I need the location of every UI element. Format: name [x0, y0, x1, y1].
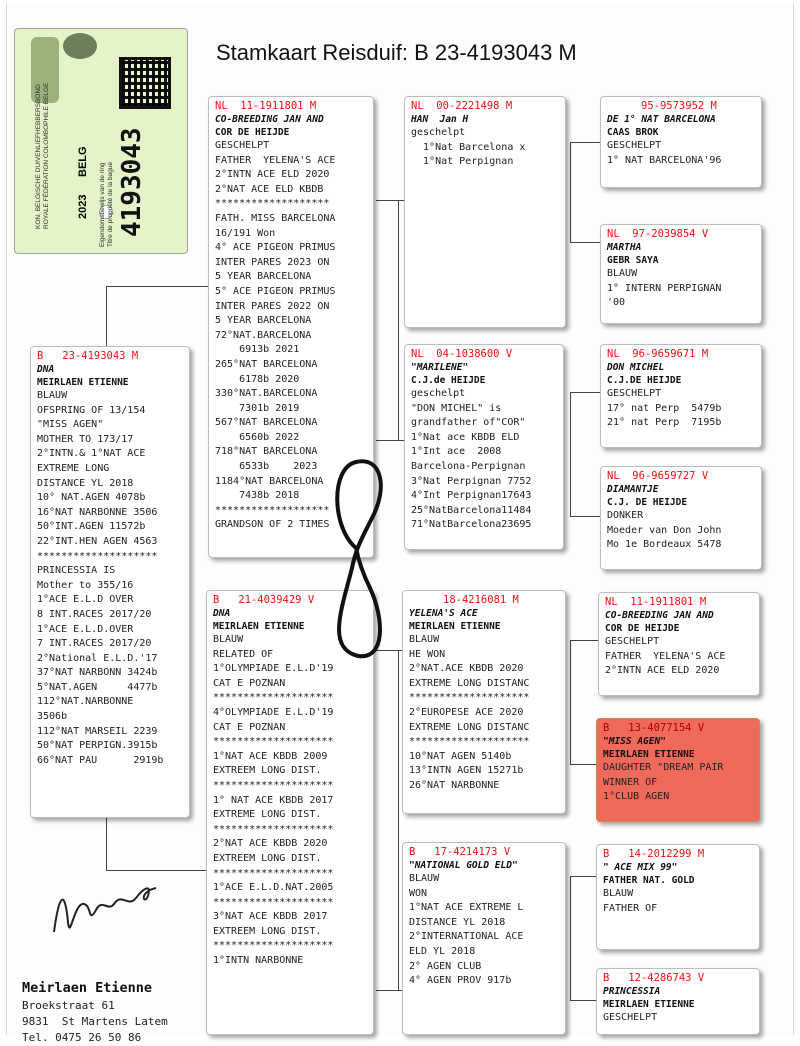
- card-detail-line: 2°National E.L.D.'17: [37, 652, 158, 664]
- card-detail-line: ********************: [409, 692, 530, 704]
- card-detail-line: ELD YL 2018: [409, 945, 476, 957]
- connector-line: [106, 286, 107, 346]
- card-detail-line: INTER PARES 2022 ON: [215, 300, 330, 312]
- connector-line: [570, 516, 602, 517]
- card-detail-line: 4° AGEN PROV 917b: [409, 975, 512, 987]
- card-detail-line: ********************: [409, 736, 530, 748]
- card-pigeon-name: MARTHA: [607, 242, 642, 253]
- card-detail-line: WON: [409, 887, 428, 899]
- pigeon-card-mother-mother: [402, 842, 566, 1035]
- card-detail-line: 71°NatBarcelona23695: [411, 519, 532, 531]
- owner-city: 9831 St Martens Latem: [22, 1015, 168, 1028]
- card-detail-line: 1° NAT ACE KBDB 2017: [213, 794, 334, 806]
- connector-line: [376, 440, 404, 441]
- pigeon-card-fff: [600, 96, 762, 188]
- card-detail-line: 26°NAT NARBONNE: [409, 779, 500, 791]
- card-detail-line: 1°NAT ACE EXTREME L: [409, 902, 524, 914]
- card-detail-line: ********************: [213, 779, 334, 791]
- card-detail-line: 13°INTN AGEN 15271b: [409, 765, 524, 777]
- card-detail-line: 1°OLYMPIADE E.L.D'19: [213, 663, 334, 675]
- card-detail-line: EXTREME LONG DISTANC: [409, 677, 530, 689]
- card-detail-line: 2°INTN.& 1°NAT ACE: [37, 448, 146, 460]
- connector-line: [106, 286, 210, 287]
- card-pigeon-name: DE 1° NAT BARCELONA: [607, 114, 716, 125]
- card-detail-line: ********************: [213, 823, 334, 835]
- card-ring-number: B 23-4193043 M: [37, 350, 139, 362]
- card-detail-line: 37°NAT NARBONN 3424b: [37, 667, 158, 679]
- card-details: [409, 872, 559, 989]
- card-ring-number: 18-4216081 M: [443, 594, 519, 606]
- card-pigeon-name: " ACE MIX 99": [603, 862, 678, 873]
- card-ring-number: NL 11-1911801 M: [215, 100, 317, 112]
- card-detail-line: 4°OLYMPIADE E.L.D'19: [213, 706, 334, 718]
- card-pigeon-name: "NATIONAL GOLD ELD": [409, 860, 518, 871]
- card-detail-line: 17° nat Perp 5479b: [607, 402, 722, 414]
- card-detail-line: BLAUW: [409, 634, 440, 645]
- card-detail-line: 112°NAT MARSEIL 2239: [37, 725, 158, 737]
- pigeon-card-mff: [598, 592, 760, 696]
- ring-card-country: BELG: [77, 146, 89, 177]
- card-detail-line: 2°INTERNATIONAL ACE: [409, 931, 524, 943]
- card-detail-line: geschelpt: [411, 388, 466, 399]
- card-detail-line: GESCHELPT: [215, 140, 270, 151]
- card-pigeon-name: DON MICHEL: [607, 362, 665, 373]
- card-detail-line: EXTREEM LONG DIST.: [213, 852, 322, 864]
- card-owner: CAAS BROK: [607, 127, 659, 138]
- card-owner: COR DE HEIJDE: [215, 127, 290, 138]
- ring-ownership-card: [14, 28, 188, 254]
- card-pigeon-name: PRINCESSIA: [603, 986, 661, 997]
- pigeon-card-father-father: [404, 96, 566, 328]
- card-details: [37, 389, 183, 768]
- card-detail-line: 6913b 2021: [215, 344, 300, 356]
- card-detail-line: EXTREME LONG DIST.: [213, 809, 322, 821]
- card-detail-line: CAT E POZNAN: [213, 677, 286, 689]
- signature-icon: [44, 862, 174, 952]
- card-detail-line: 1184°NAT BARCELONA: [215, 475, 324, 487]
- ring-card-line4: Titre de propriété de la bague: [107, 161, 114, 247]
- card-detail-line: WINNER OF: [603, 776, 658, 788]
- card-ring-number: NL 04-1038600 V: [411, 348, 513, 360]
- card-detail-line: FATH. MISS BARCELONA: [215, 212, 336, 224]
- card-detail-line: 4° ACE PIGEON PRIMUS: [215, 242, 336, 254]
- ring-card-line1: KON. BELGISCHE DUIVENLIEFHEBBERSBOND: [35, 84, 42, 229]
- pigeon-card-main: [30, 346, 190, 818]
- card-owner: COR DE HEIJDE: [605, 623, 680, 634]
- card-pigeon-name: YELENA'S ACE: [409, 608, 478, 619]
- card-detail-line: 1°Nat ace KBDB ELD: [411, 431, 520, 443]
- card-detail-line: EXTREME LONG DISTANC: [409, 721, 530, 733]
- card-detail-line: 567°NAT BARCELONA: [215, 417, 318, 429]
- card-details: [213, 633, 367, 969]
- card-detail-line: DISTANCE YL 2018: [409, 916, 506, 928]
- card-detail-line: EXTREEM LONG DIST.: [213, 925, 322, 937]
- card-details: [607, 387, 755, 431]
- card-detail-line: 72°NAT.BARCELONA: [215, 329, 312, 341]
- card-detail-line: Barcelona-Perpignan: [411, 460, 526, 472]
- connector-line: [376, 200, 404, 201]
- card-detail-line: FATHER OF: [603, 902, 658, 914]
- card-pigeon-name: CO-BREEDING JAN AND: [215, 114, 324, 125]
- card-detail-line: 16/191 Won: [215, 227, 276, 239]
- handwritten-eight-mark: [322, 448, 392, 668]
- card-detail-line: RELATED OF: [213, 648, 274, 660]
- card-detail-line: EXTREME LONG: [37, 462, 110, 474]
- connector-line: [570, 142, 571, 242]
- card-detail-line: 1°ACE E.L.D.NAT.2005: [213, 882, 334, 894]
- card-details: [603, 761, 753, 805]
- card-pigeon-name: HAN Jan H: [411, 114, 469, 125]
- pigeon-card-father-mother: [404, 344, 564, 550]
- card-owner: C.J.DE HEIJDE: [607, 375, 682, 386]
- card-detail-line: 5° ACE PIGEON PRIMUS: [215, 285, 336, 297]
- card-pigeon-name: "MISS AGEN": [603, 736, 666, 747]
- card-detail-line: Moeder van Don John: [607, 524, 722, 536]
- card-detail-line: 6533b 2023: [215, 461, 318, 473]
- card-detail-line: BLAUW: [607, 268, 638, 279]
- connector-line: [376, 990, 404, 991]
- connector-line: [570, 640, 571, 764]
- card-detail-line: '00: [607, 297, 626, 309]
- pigeon-card-mfm: [596, 718, 760, 822]
- card-ring-number: B 13-4077154 V: [603, 722, 705, 734]
- card-detail-line: OFSPRING OF 13/154: [37, 404, 146, 416]
- card-details: [603, 887, 753, 916]
- card-detail-line: 1° INTERN PERPIGNAN: [607, 282, 722, 294]
- ring-card-year: 2023: [77, 194, 89, 219]
- card-pigeon-name: "MARILENE": [411, 362, 469, 373]
- card-detail-line: 3506b: [37, 711, 68, 723]
- card-detail-line: 50°INT.AGEN 11572b: [37, 521, 146, 533]
- card-detail-line: FATHER YELENA'S ACE: [215, 154, 336, 166]
- card-detail-line: 5 YEAR BARCELONA: [215, 271, 312, 283]
- card-detail-line: 25°NatBarcelona11484: [411, 504, 532, 516]
- card-owner: MEIRLAEN ETIENNE: [409, 621, 501, 632]
- card-detail-line: ********************: [213, 867, 334, 879]
- card-ring-number: NL 96-9659671 M: [607, 348, 709, 360]
- card-detail-line: 3°Nat Perpignan 7752: [411, 475, 532, 487]
- card-detail-line: FATHER YELENA'S ACE: [605, 650, 726, 662]
- card-detail-line: DONKER: [607, 510, 644, 521]
- connector-line: [570, 142, 602, 143]
- card-owner: MEIRLAEN ETIENNE: [213, 621, 305, 632]
- card-detail-line: MOTHER TO 173/17: [37, 433, 134, 445]
- card-details: [607, 509, 755, 553]
- card-detail-line: grandfather of"COR": [411, 417, 526, 429]
- pigeon-card-ffm: [600, 224, 762, 324]
- card-owner: MEIRLAEN ETIENNE: [603, 999, 695, 1010]
- card-pigeon-name: DIAMANTJE: [607, 484, 659, 495]
- card-detail-line: 2°NAT ACE KBDB 2020: [213, 838, 328, 850]
- pigeon-card-mmm: [596, 968, 760, 1035]
- owner-block: [22, 980, 168, 1046]
- card-detail-line: 1°ACE E.L.D OVER: [37, 594, 134, 606]
- card-ring-number: NL 00-2221498 M: [411, 100, 513, 112]
- card-detail-line: ********************: [213, 692, 334, 704]
- card-owner: C.J.de HEIJDE: [411, 375, 486, 386]
- pigeon-card-mmf: [596, 844, 760, 950]
- card-detail-line: PRINCESSIA IS: [37, 565, 116, 577]
- card-detail-line: 5°NAT.AGEN 4477b: [37, 681, 158, 693]
- card-detail-line: 2° AGEN CLUB: [409, 960, 482, 972]
- card-detail-line: 7301b 2019: [215, 402, 300, 414]
- card-owner: FATHER NAT. GOLD: [603, 875, 695, 886]
- card-detail-line: *******************: [215, 504, 330, 516]
- card-detail-line: 5 YEAR BARCELONA: [215, 315, 312, 327]
- card-detail-line: GESCHELPT: [603, 1012, 658, 1023]
- card-detail-line: 2°INTN ACE ELD 2020: [215, 169, 330, 181]
- connector-line: [398, 650, 399, 990]
- card-detail-line: BLAUW: [37, 390, 68, 401]
- card-ring-number: B 12-4286743 V: [603, 972, 705, 984]
- card-details: [411, 126, 559, 170]
- ring-card-line2: ROYALE FÉDÉRATION COLOMBOPHILE BELGE: [43, 82, 50, 229]
- card-detail-line: INTER PARES 2023 ON: [215, 256, 330, 268]
- card-details: [607, 139, 755, 168]
- card-pigeon-name: DNA: [37, 364, 55, 375]
- connector-line: [570, 876, 571, 1000]
- card-detail-line: GESCHELPT: [605, 636, 660, 647]
- card-detail-line: 265°NAT BARCELONA: [215, 358, 318, 370]
- card-ring-number: NL 96-9659727 V: [607, 470, 709, 482]
- card-detail-line: 22°INT.HEN AGEN 4563: [37, 535, 158, 547]
- card-detail-line: HE WON: [409, 648, 446, 660]
- pigeon-card-mother-father: [402, 590, 566, 814]
- card-owner: GEBR SAYA: [607, 255, 659, 266]
- card-detail-line: BLAUW: [603, 888, 634, 899]
- card-ring-number: NL 97-2039854 V: [607, 228, 709, 240]
- card-detail-line: EXTREEM LONG DIST.: [213, 765, 322, 777]
- connector-line: [570, 242, 602, 243]
- card-detail-line: 2°INTN ACE ELD 2020: [605, 665, 720, 677]
- card-detail-line: 16°NAT NARBONNE 3506: [37, 506, 158, 518]
- card-ring-number: B 14-2012299 M: [603, 848, 705, 860]
- card-detail-line: GESCHELPT: [607, 140, 662, 151]
- card-detail-line: 3°NAT ACE KBDB 2017: [213, 911, 328, 923]
- ring-card-line3: Eigendomsbewijs van de ring: [99, 162, 106, 247]
- owner-street: Broekstraat 61: [22, 999, 115, 1012]
- card-detail-line: "DON MICHEL" is: [411, 402, 502, 414]
- card-pigeon-name: CO-BREEDING JAN AND: [605, 610, 714, 621]
- owner-name: Meirlaen Etienne: [22, 980, 153, 996]
- card-detail-line: Mo 1e Bordeaux 5478: [607, 539, 722, 551]
- card-details: [603, 1011, 753, 1026]
- card-detail-line: 2°NAT.ACE KBDB 2020: [409, 663, 524, 675]
- card-detail-line: ********************: [213, 736, 334, 748]
- card-owner: MEIRLAEN ETIENNE: [603, 749, 695, 760]
- card-detail-line: ********************: [213, 896, 334, 908]
- card-detail-line: 10° NAT.AGEN 4078b: [37, 492, 146, 504]
- owner-phone: Tel. 0475 26 50 86: [22, 1031, 142, 1044]
- card-detail-line: 1°ACE E.L.D.OVER: [37, 623, 134, 635]
- page-title: Stamkaart Reisduif: B 23-4193043 M: [216, 40, 577, 65]
- card-detail-line: 2°NAT ACE ELD KBDB: [215, 183, 324, 195]
- card-detail-line: 7 INT.RACES 2017/20: [37, 638, 152, 650]
- card-detail-line: 6560b 2022: [215, 431, 300, 443]
- card-ring-number: B 17-4214173 V: [409, 846, 511, 858]
- card-detail-line: 718°NAT BARCELONA: [215, 446, 318, 458]
- card-detail-line: *******************: [215, 198, 330, 210]
- card-detail-line: BLAUW: [213, 634, 244, 645]
- card-detail-line: "MISS AGEN": [37, 419, 104, 431]
- card-detail-line: 1°INTN NARBONNE: [213, 955, 304, 967]
- card-details: [607, 267, 755, 311]
- card-detail-line: geschelpt: [411, 127, 466, 138]
- pigeon-emblem-icon: [63, 33, 97, 59]
- card-detail-line: ********************: [213, 940, 334, 952]
- card-detail-line: 2°EUROPESE ACE 2020: [409, 706, 524, 718]
- card-owner: C.J. DE HEIJDE: [607, 497, 688, 508]
- card-detail-line: 50°NAT PERPIGN.3915b: [37, 740, 158, 752]
- connector-line: [570, 392, 571, 516]
- card-details: [409, 633, 559, 794]
- card-detail-line: 1°CLUB AGEN: [603, 791, 670, 803]
- card-detail-line: 6178b 2020: [215, 373, 300, 385]
- card-pigeon-name: DNA: [213, 608, 231, 619]
- card-ring-number: B 21-4039429 V: [213, 594, 315, 606]
- card-detail-line: 4°Int Perpignan17643: [411, 490, 532, 502]
- card-detail-line: GESCHELPT: [607, 388, 662, 399]
- qr-code-icon: [119, 57, 171, 109]
- card-detail-line: DISTANCE YL 2018: [37, 477, 134, 489]
- connector-line: [398, 200, 399, 440]
- pigeon-card-fmf: [600, 344, 762, 448]
- card-detail-line: 8 INT.RACES 2017/20: [37, 608, 152, 620]
- card-detail-line: DAUGHTER "DREAM PAIR: [603, 762, 724, 773]
- card-detail-line: 10°NAT AGEN 5140b: [409, 750, 512, 762]
- card-detail-line: 112°NAT.NARBONNE: [37, 696, 134, 708]
- card-owner: MEIRLAEN ETIENNE: [37, 377, 129, 388]
- connector-line: [570, 392, 602, 393]
- card-detail-line: 66°NAT PAU 2919b: [37, 754, 164, 766]
- card-detail-line: ********************: [37, 550, 158, 562]
- card-detail-line: 1°Int ace 2008: [411, 446, 502, 458]
- card-ring-number: NL 11-1911801 M: [605, 596, 707, 608]
- card-detail-line: 1°Nat Perpignan: [411, 156, 514, 168]
- pigeon-card-fmm: [600, 466, 762, 570]
- card-detail-line: 1°NAT ACE KBDB 2009: [213, 750, 328, 762]
- card-detail-line: 330°NAT.BARCELONA: [215, 388, 318, 400]
- card-detail-line: 1° NAT BARCELONA'96: [607, 154, 722, 166]
- card-detail-line: Mother to 355/16: [37, 579, 134, 591]
- ring-number: 4193043: [117, 127, 147, 237]
- card-detail-line: 1°Nat Barcelona x: [411, 141, 526, 153]
- card-details: [605, 635, 753, 679]
- card-ring-number: 95-9573952 M: [641, 100, 717, 112]
- card-detail-line: BLAUW: [409, 873, 440, 884]
- card-detail-line: 7438b 2018: [215, 490, 300, 502]
- card-detail-line: GRANDSON OF 2 TIMES: [215, 519, 330, 531]
- card-detail-line: CAT E POZNAN: [213, 721, 286, 733]
- card-details: [411, 387, 557, 533]
- card-detail-line: 21° nat Perp 7195b: [607, 417, 722, 429]
